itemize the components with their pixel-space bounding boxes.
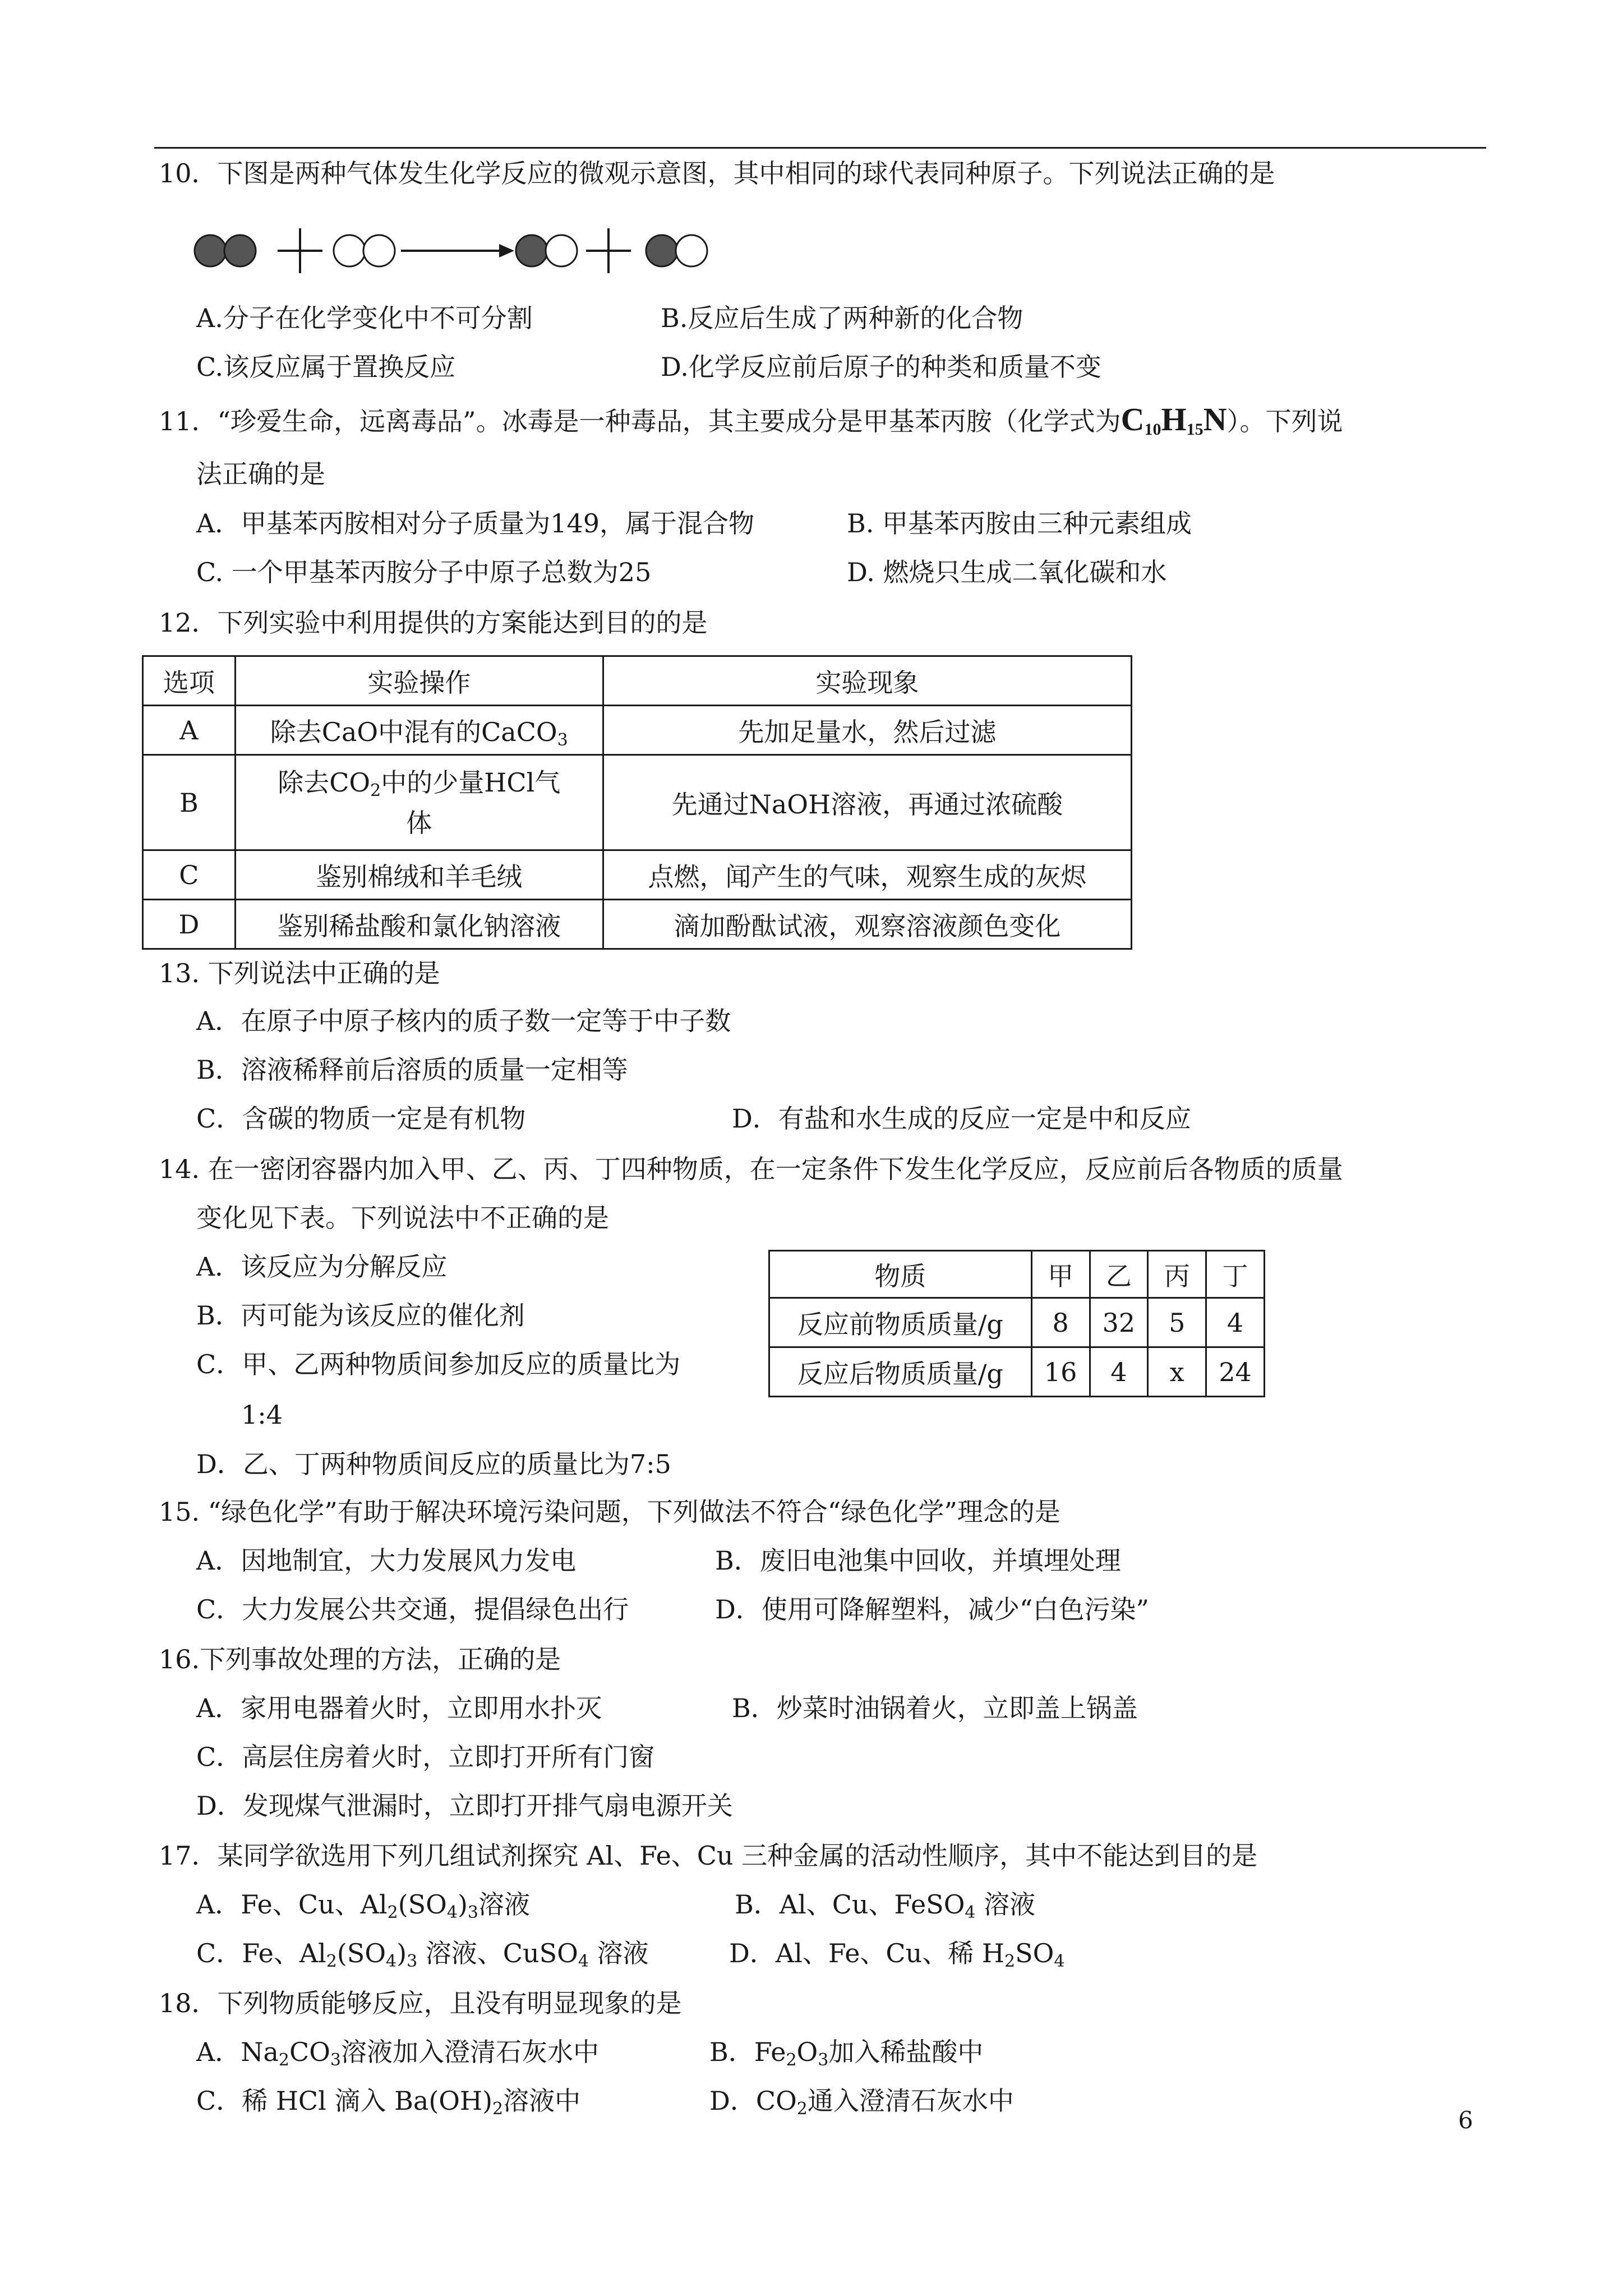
page-number: 6 [1458,2106,1473,2134]
q15-option-a: A．因地制宜，大力发展风力发电 [196,1545,577,1576]
q12-row-a-result: 先加足量水，然后过滤 [603,706,1131,755]
q18-option-b: B．$Fe_2O_3$加入稀盐酸中 [709,2037,984,2070]
q14-stem-line2: 变化见下表。下列说法中不正确的是 [196,1203,609,1233]
q12-row-b-result: 先通过NaOH溶液，再通过浓硫酸 [603,755,1131,850]
q11-option-b: B. 甲基苯丙胺由三种元素组成 [847,508,1192,539]
atom-dark-4 [646,235,677,266]
q11-stem-post: ）。下列说 [1227,406,1343,436]
q18-option-d: D．$CO_2$通入澄清石灰水中 [709,2086,1014,2119]
q11-option-a: A．甲基苯丙胺相对分子质量为149，属于混合物 [196,508,755,539]
q17-option-c: C．Fe、$Al_2(SO_4)_3$ 溶液、CuSO$_4$ 溶液 [196,1938,649,1971]
q12-row-d-option: D [143,900,236,949]
q12-header-operation: 实验操作 [235,656,603,706]
q11-option-d: D. 燃烧只生成二氧化碳和水 [847,557,1167,587]
q12-header-option: 选项 [143,656,236,706]
formula-h: H [1161,401,1187,438]
q14-option-d: D．乙、丁两种物质间反应的质量比为7:5 [196,1449,671,1479]
q12-row-c-operation: 鉴别棉绒和羊毛绒 [235,850,603,900]
q14-before-ding: 4 [1206,1298,1265,1347]
q11-stem-pre: 11．“珍爱生命，远离毒品”。冰毒是一种毒品，其主要成分是甲基苯丙胺（化学式为 [159,406,1121,436]
q13-option-c: C．含碳的物质一定是有机物 [196,1103,526,1134]
atom-dark-3 [516,235,547,266]
q14-after-yi: 4 [1090,1347,1148,1397]
atom-light-3 [546,235,577,266]
q14-after-jia: 16 [1031,1347,1090,1397]
q14-before-jia: 8 [1031,1298,1090,1347]
table-row [769,1298,1265,1347]
q14-header-substance: 物质 [769,1251,1032,1298]
q15-option-c: C．大力发展公共交通，提倡绿色出行 [196,1594,629,1625]
table-row [143,706,1132,755]
q12-row-c-result: 点燃，闻产生的气味，观察生成的灰烬 [603,850,1131,900]
q14-header-yi: 乙 [1090,1251,1148,1298]
q11-option-c: C. 一个甲基苯丙胺分子中原子总数为25 [196,557,652,587]
q10-stem: 10．下图是两种气体发生化学反应的微观示意图，其中相同的球代表同种原子。下列说法正确的是 [159,158,1275,188]
q18-option-a: A．$Na_2CO_3$溶液加入澄清石灰水中 [196,2037,600,2070]
arrow-head [499,244,514,257]
atom-light-2 [363,235,395,266]
header-rule [154,147,1486,149]
atom-light-1 [334,235,365,266]
q14-table [768,1250,1265,1397]
q13-option-b: B．溶液稀释前后溶质的质量一定相等 [196,1055,628,1085]
q14-after-bing: x [1148,1347,1206,1397]
q14-before-label: 反应前物质质量/g [769,1298,1032,1347]
q14-before-bing: 5 [1148,1298,1206,1347]
q11-formula [1121,401,1227,438]
q14-before-yi: 32 [1090,1298,1148,1347]
q12-row-d-operation: 鉴别稀盐酸和氯化钠溶液 [235,900,603,949]
table-row [143,755,1132,850]
q16-option-b: B．炒菜时油锅着火，立即盖上锅盖 [732,1693,1138,1723]
q12-table [142,655,1132,950]
q13-option-d: D．有盐和水生成的反应一定是中和反应 [732,1103,1191,1134]
q14-stem: 14. 在一密闭容器内加入甲、乙、丙、丁四种物质，在一定条件下发生化学反应，反应前后各物质的质量 [159,1154,1343,1184]
q12-row-d-result: 滴加酚酞试液，观察溶液颜色变化 [603,900,1131,949]
q15-stem: 15. “绿色化学”有助于解决环境污染问题，下列做法不符合“绿色化学”理念的是 [159,1497,1061,1527]
q14-after-label: 反应后物质质量/g [769,1347,1032,1397]
q12-stem: 12．下列实验中利用提供的方案能达到目的的是 [159,608,708,638]
table-row [769,1347,1265,1397]
q16-stem: 16.下列事故处理的方法，正确的是 [159,1644,561,1674]
q11-stem-line2: 法正确的是 [196,459,325,489]
formula-c: C [1121,401,1145,438]
q11-stem [159,403,1343,438]
table-row [143,850,1132,900]
q16-option-a: A．家用电器着火时，立即用水扑灭 [196,1693,602,1723]
q14-table-header [769,1251,1265,1298]
table-row [143,900,1132,949]
q15-option-d: D．使用可降解塑料，减少“白色污染” [715,1594,1149,1625]
q14-after-ding: 24 [1206,1347,1265,1397]
q10-option-d: D.化学反应前后原子的种类和质量不变 [661,352,1101,382]
q10-option-b: B.反应后生成了两种新的化合物 [661,303,1023,333]
q16-option-d: D．发现煤气泄漏时，立即打开排气扇电源开关 [196,1791,733,1821]
q14-header-bing: 丙 [1148,1251,1206,1298]
q14-option-c-line2: 1:4 [241,1400,283,1430]
formula-n: N [1203,401,1227,438]
q12-row-b-option: B [143,755,236,850]
q18-option-c: C．稀 HCl 滴入 $Ba(OH)_2$溶液中 [196,2086,581,2119]
q14-option-a: A．该反应为分解反应 [196,1251,448,1282]
q18-stem: 18．下列物质能够反应，且没有明显现象的是 [159,1988,682,2018]
q13-option-a: A．在原子中原子核内的质子数一定等于中子数 [196,1006,731,1036]
q16-option-c: C．高层住房着火时，立即打开所有门窗 [196,1742,655,1772]
q12-row-a-operation: 除去CaO中混有的CaCO$_3$ [235,706,603,755]
q12-table-header [143,656,1132,706]
q12-header-result: 实验现象 [603,656,1131,706]
atom-dark-2 [224,235,256,266]
q17-option-d: D．Al、Fe、Cu、稀 $H_2SO_4$ [729,1938,1065,1971]
q14-header-jia: 甲 [1031,1251,1090,1298]
q17-stem: 17．某同学欲选用下列几组试剂探究 Al、Fe、Cu 三种金属的活动性顺序，其中不能达到目的是 [159,1841,1258,1871]
q12-row-b-operation: 除去$CO_2$中的少量HCl气 体 [235,755,603,850]
q10-option-c: C.该反应属于置换反应 [196,352,456,382]
formula-h-sub: 15 [1186,420,1204,439]
q12-row-c-option: C [143,850,236,900]
q17-option-b: B．Al、Cu、FeSO$_4$ 溶液 [735,1889,1036,1922]
q13-stem: 13. 下列说法中正确的是 [159,958,440,988]
reaction-diagram [193,222,732,283]
q17-option-a: A．Fe、Cu、$Al_2(SO_4)_3$溶液 [196,1889,531,1922]
q14-header-ding: 丁 [1206,1251,1265,1298]
formula-c-sub: 10 [1144,420,1161,439]
atom-dark-1 [195,235,226,266]
q14-option-b: B．丙可能为该反应的催化剂 [196,1300,525,1331]
q12-row-a-option: A [143,706,236,755]
atom-light-4 [676,235,707,266]
q10-option-a: A.分子在化学变化中不可分割 [196,303,533,333]
q15-option-b: B．废旧电池集中回收，并填埋处理 [715,1545,1121,1576]
q14-option-c: C．甲、乙两种物质间参加反应的质量比为 [196,1349,681,1379]
